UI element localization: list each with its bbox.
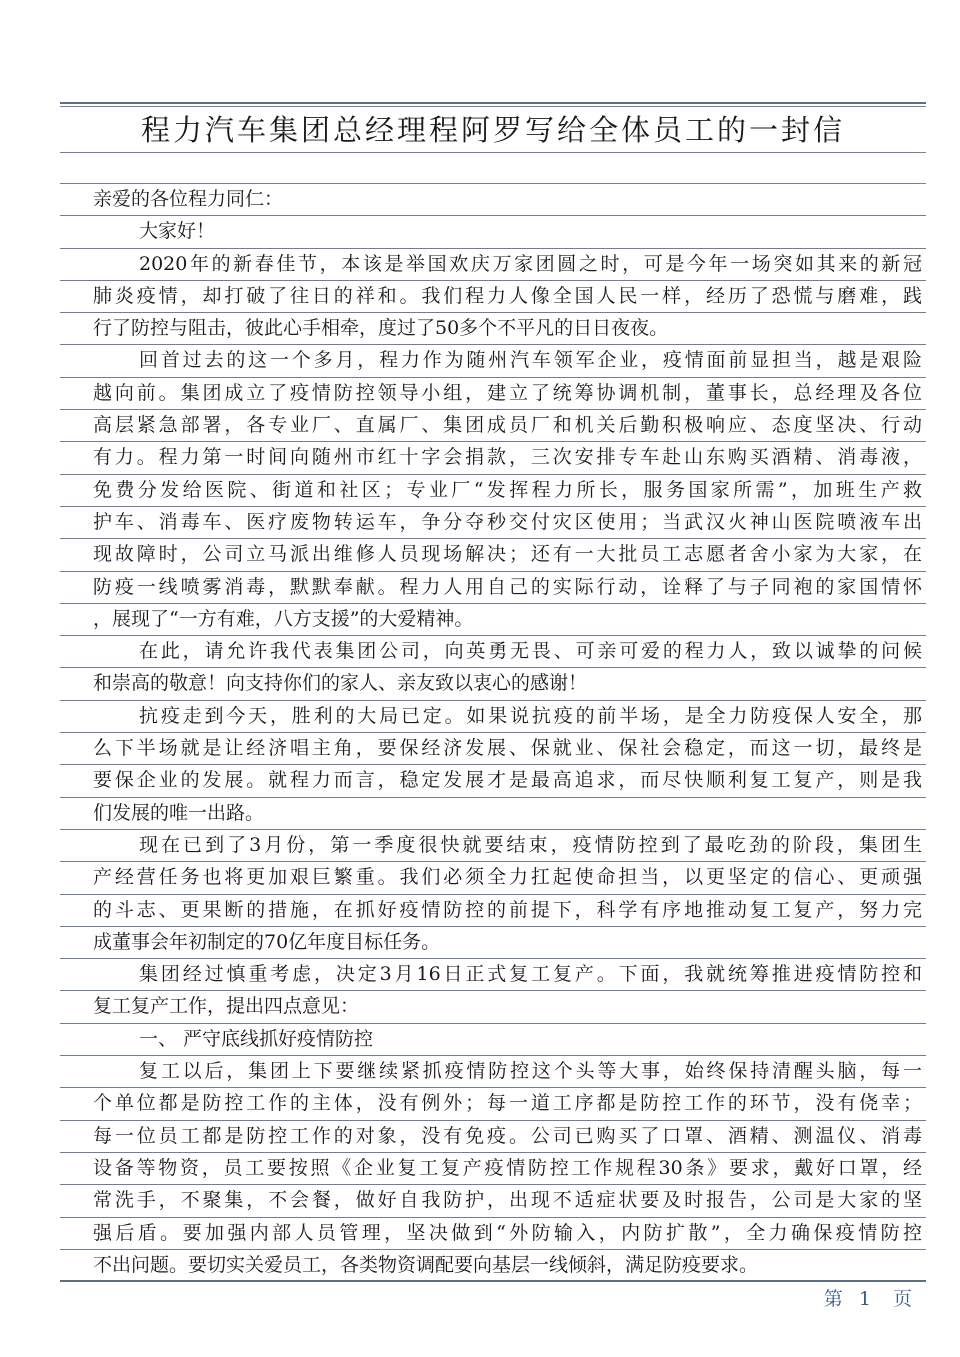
letter-line: 们发展的唯一出路。 [60, 798, 926, 830]
letter-line: 个单位都是防控工作的主体，没有例外；每一道工序都是防控工作的环节，没有侥幸； [60, 1088, 926, 1120]
page-number-value: 1 [858, 1288, 873, 1310]
letter-line: 集团经过慎重考虑，决定3月16日正式复工复产。下面，我就统筹推进疫情防控和 [60, 959, 926, 991]
title-rule-bottom [60, 152, 926, 153]
letter-line: 不出问题。要切实关爱员工，各类物资调配要向基层一线倾斜，满足防疫要求。 [60, 1250, 926, 1282]
letter-line: 现在已到了3月份，第一季度很快就要结束，疫情防控到了最吃劲的阶段，集团生 [60, 830, 926, 862]
letter-line: 成董事会年初制定的70亿年度目标任务。 [60, 927, 926, 959]
letter-line: 的斗志、更果断的措施，在抓好疫情防控的前提下，科学有序地推动复工复产，努力完 [60, 895, 926, 927]
page-number [824, 1284, 914, 1311]
letter-line: 复工复产工作，提出四点意见： [60, 991, 926, 1023]
letter-line: 要保企业的发展。就程力而言，稳定发展才是最高追求，而尽快顺利复工复产，则是我 [60, 765, 926, 797]
letter-line: 设备等物资，员工要按照《企业复工复产疫情防控工作规程30条》要求，戴好口罩，经 [60, 1153, 926, 1185]
letter-line: 一、 严守底线抓好疫情防控 [60, 1024, 926, 1056]
letter-line: 回首过去的这一个多月，程力作为随州汽车领军企业，疫情面前显担当，越是艰险 [60, 345, 926, 377]
page-prefix: 第 [823, 1288, 845, 1310]
letter-line: 常洗手，不聚集，不会餐，做好自我防护，出现不适症状要及时报告，公司是大家的坚 [60, 1185, 926, 1217]
letter-line: 强后盾。要加强内部人员管理，坚决做到“外防输入，内防扩散”，全力确保疫情防控 [60, 1218, 926, 1250]
document-title: 程力汽车集团总经理程阿罗写给全体员工的一封信 [140, 113, 845, 147]
letter-line: 护车、消毒车、医疗废物转运车，争分夺秒交付灾区使用；当武汉火神山医院喷液车出 [60, 507, 926, 539]
letter-line: 2020年的新春佳节，本该是举国欢庆万家团圆之时，可是今年一场突如其来的新冠 [60, 249, 926, 281]
letter-line: 高层紧急部署，各专业厂、直属厂、集团成员厂和机关后勤积极响应、态度坚决、行动 [60, 410, 926, 442]
letter-body [60, 184, 926, 1282]
letter-line: 抗疫走到今天，胜利的大局已定。如果说抗疫的前半场，是全力防疫保人安全，那 [60, 701, 926, 733]
header-rule-second [60, 106, 926, 107]
letter-line: 大家好！ [60, 216, 926, 248]
letter-line: 有力。程力第一时间向随州市红十字会捐款，三次安排专车赴山东购买酒精、消毒液， [60, 442, 926, 474]
letter-line: ，展现了“一方有难，八方支援”的大爱精神。 [60, 604, 926, 636]
body-rule-bottom [60, 1280, 926, 1282]
letter-line: 每一位员工都是防控工作的对象，没有免疫。公司已购买了口罩、酒精、测温仪、消毒 [60, 1121, 926, 1153]
letter-line: 免费分发给医院、街道和社区；专业厂“发挥程力所长，服务国家所需”，加班生产救 [60, 475, 926, 507]
page-suffix: 页 [892, 1288, 914, 1310]
letter-line: 越向前。集团成立了疫情防控领导小组，建立了统筹协调机制，董事长，总经理及各位 [60, 378, 926, 410]
letter-line: 肺炎疫情，却打破了往日的祥和。我们程力人像全国人民一样，经历了恐慌与磨难，践 [60, 281, 926, 313]
letter-line: 么下半场就是让经济唱主角，要保经济发展、保就业、保社会稳定，而这一切，最终是 [60, 733, 926, 765]
letter-line: 产经营任务也将更加艰巨繁重。我们必须全力扛起使命担当，以更坚定的信心、更顽强 [60, 862, 926, 894]
letter-line: 防疫一线喷雾消毒，默默奉献。程力人用自己的实际行动，诠释了与子同袍的家国情怀 [60, 572, 926, 604]
letter-line: 在此，请允许我代表集团公司，向英勇无畏、可亲可爱的程力人，致以诚挚的问候 [60, 636, 926, 668]
letter-line: 亲爱的各位程力同仁： [60, 184, 926, 216]
letter-line: 和崇高的敬意！向支持你们的家人、亲友致以衷心的感谢！ [60, 668, 926, 700]
letter-line: 现故障时，公司立马派出维修人员现场解决；还有一大批员工志愿者舍小家为大家，在 [60, 539, 926, 571]
header-rule-top [60, 102, 926, 104]
letter-line: 复工以后，集团上下要继续紧抓疫情防控这个头等大事，始终保持清醒头脑，每一 [60, 1056, 926, 1088]
letter-line: 行了防控与阻击，彼此心手相牵，度过了50多个不平凡的日日夜夜。 [60, 313, 926, 345]
